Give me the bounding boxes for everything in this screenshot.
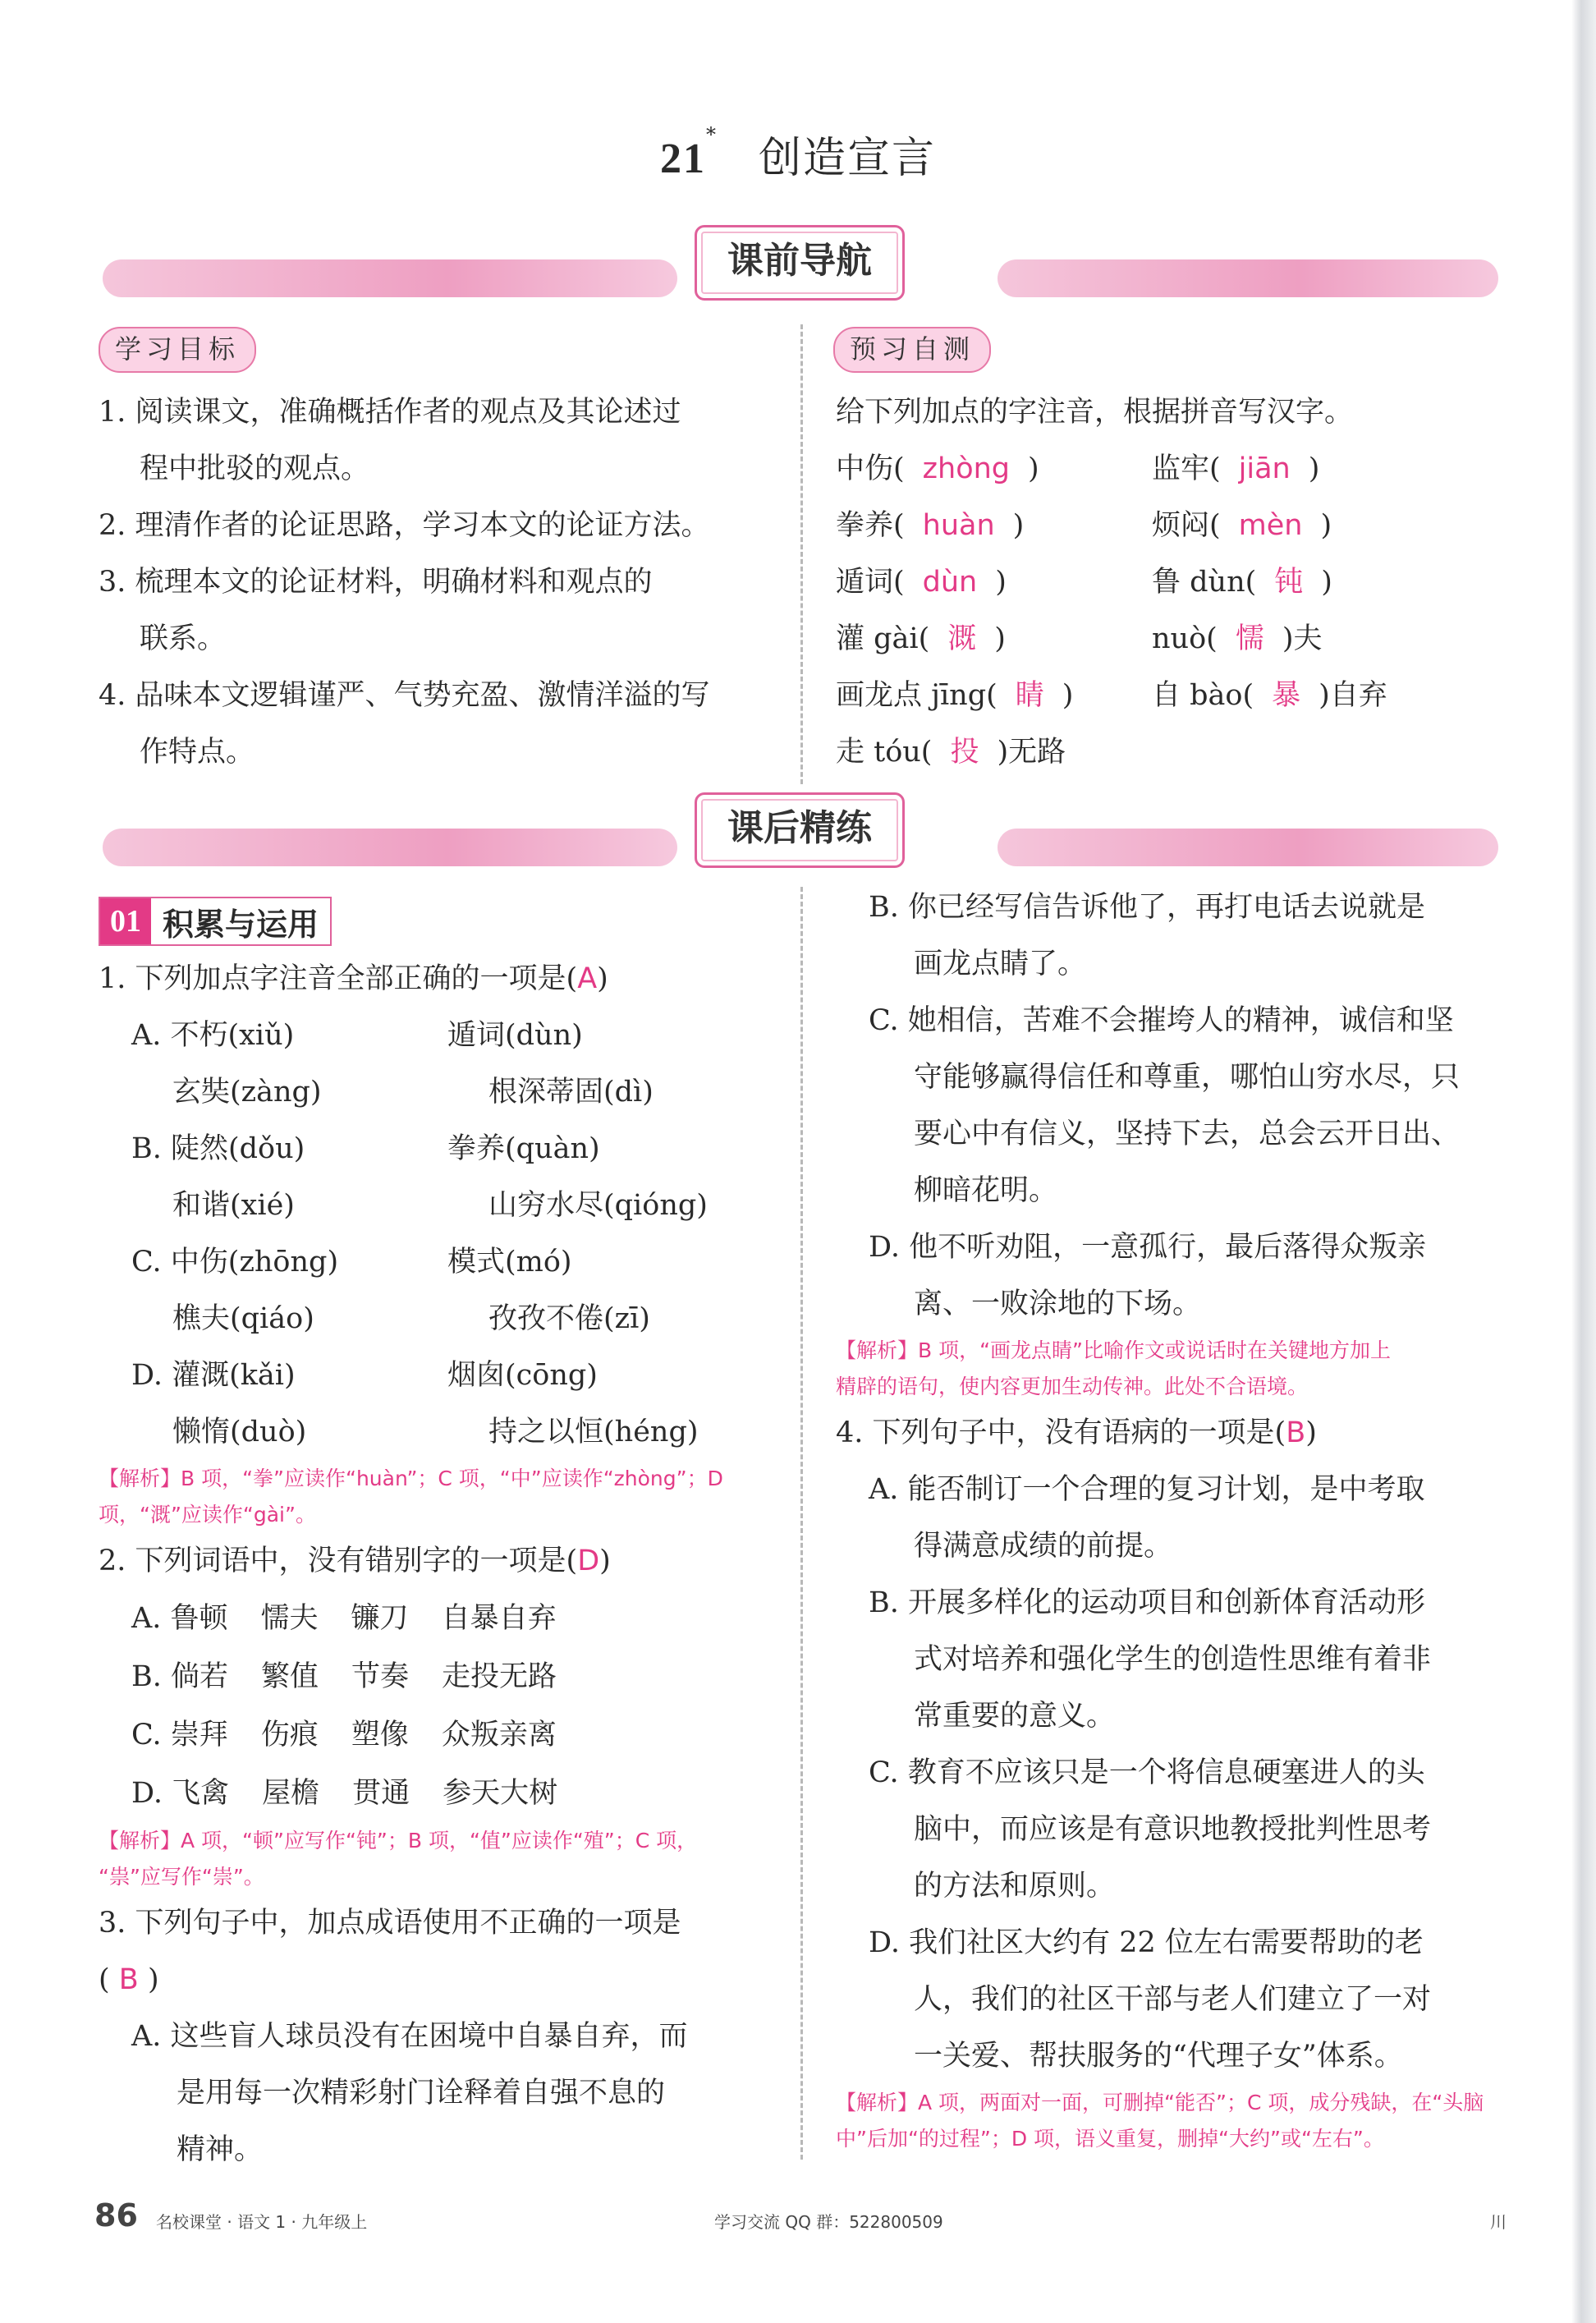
section-header-pre-class: 课前导航	[695, 225, 905, 301]
option-word: 伤痕	[260, 1719, 319, 1751]
question-3-option-d: 离、一败涂地的下场。	[914, 1288, 1202, 1320]
option-word: 贯通	[352, 1777, 410, 1810]
page-edge-shadow	[1571, 0, 1596, 2323]
question-1-note: 【解析】B 项，“拳”应读作“huàn”；C 项，“中”应读作“zhòng”；D 项，“溉”应读作“gài”。	[99, 1467, 723, 1526]
preview-answer: zhòng	[922, 452, 1011, 485]
question-4-note: 【解析】A 项，两面对一面，可删掉“能否”；C 项，成分残缺，在“头脑 中”后加“的过程”；D 项，语义重复，删掉“大约”或“左右”。	[836, 2091, 1484, 2151]
preview-answer: 暴	[1272, 679, 1301, 712]
question-3-option-b: 画龙点睛了。	[914, 948, 1087, 980]
option-item: 遁词(dùn)	[447, 1019, 583, 1052]
option-item: 懒惰(duò)	[172, 1416, 307, 1448]
preview-item: 画龙点 jīng( 睛 )	[836, 679, 1074, 712]
option-word: B. 倘若	[131, 1660, 228, 1693]
question-3-option-d: D. 他不听劝阻，一意孤行，最后落得众叛亲	[869, 1231, 1427, 1264]
preview-rows	[836, 441, 1509, 781]
option-row	[131, 1590, 780, 1648]
option-item: 和谐(xié)	[172, 1189, 295, 1222]
goal-line: 1. 阅读课文，准确概括作者的观点及其论述过	[99, 396, 681, 429]
option-word: 走投无路	[442, 1660, 557, 1693]
preview-answer: 投	[950, 736, 979, 769]
preview-item: 中伤( zhòng )	[836, 452, 1039, 485]
preview-item: 监牢( jiān )	[1152, 452, 1320, 485]
question-3-option-a: 是用每一次精彩射门诠释着自强不息的	[177, 2077, 666, 2110]
section-band-left	[103, 829, 677, 866]
preview-row	[836, 554, 1509, 611]
preview-answer: mèn	[1238, 509, 1303, 542]
question-4-line: 人，我们的社区干部与老人们建立了一对	[914, 1983, 1432, 2016]
question-3-option-c: C. 她相信，苦难不会摧垮人的精神，诚信和坚	[869, 1004, 1454, 1037]
question-4-line: 一关爱、帮扶服务的“代理子女”体系。	[914, 2040, 1403, 2073]
option-row	[131, 1706, 780, 1765]
option-item: 烟囱(cōng)	[447, 1359, 598, 1392]
question-4-line: B. 开展多样化的运动项目和创新体育活动形	[869, 1586, 1425, 1619]
option-row	[131, 1064, 780, 1121]
option-item: C. 中伤(zhōng)	[131, 1246, 339, 1279]
preview-item: 烦闷( mèn )	[1152, 509, 1332, 542]
preview-item: 自 bào( 暴 )自弃	[1152, 679, 1387, 712]
question-4-answer: B	[1286, 1416, 1306, 1449]
subsection-header	[99, 897, 332, 946]
left-column	[99, 951, 780, 2178]
subsection-title: 积累与运用	[163, 906, 319, 943]
lesson-mark: *	[705, 123, 718, 146]
goal-line: 4. 品味本文逻辑谨严、气势充盈、激情洋溢的写	[99, 679, 710, 712]
question-2-stem: 2. 下列词语中，没有错别字的一项是(D)	[99, 1545, 611, 1577]
option-item: 玄奘(zàng)	[172, 1076, 322, 1109]
lesson-title-text: 创造宣言	[758, 134, 936, 183]
option-word: 镰刀	[351, 1602, 409, 1635]
option-word: 众叛亲离	[441, 1719, 557, 1751]
preview-answer: dùn	[922, 566, 978, 599]
question-3-option-c: 要心中有信义，坚持下去，总会云开日出、	[914, 1118, 1461, 1150]
option-item: 孜孜不倦(zī)	[488, 1302, 650, 1335]
option-item: 模式(mó)	[447, 1246, 572, 1279]
option-word: 屋檐	[262, 1777, 320, 1810]
question-2-options	[99, 1590, 780, 1823]
right-column	[836, 879, 1517, 2157]
question-3-answer: B	[118, 1963, 139, 1996]
preview-answer: 钝	[1274, 566, 1304, 599]
column-divider-bottom	[800, 887, 803, 2160]
goal-line: 作特点。	[140, 736, 255, 769]
option-word: A. 鲁顿	[131, 1602, 228, 1635]
preview-answer: huàn	[922, 509, 995, 542]
question-3-stem: 3. 下列句子中，加点成语使用不正确的一项是	[99, 1907, 681, 1940]
option-word: 节奏	[351, 1660, 410, 1693]
option-item: 根深蒂固(dì)	[488, 1076, 654, 1109]
preview-row	[836, 498, 1509, 554]
preview-row	[836, 724, 1509, 781]
option-row	[131, 1121, 780, 1178]
question-4-line: 常重要的意义。	[914, 1700, 1116, 1733]
region-mark: 川	[1490, 2212, 1507, 2232]
option-word: C. 崇拜	[131, 1719, 228, 1751]
preview-answer: 懦	[1235, 622, 1264, 655]
lesson-number: 21	[659, 135, 706, 182]
question-3-answer-line: ( B )	[99, 1963, 159, 1996]
question-4-stem: 4. 下列句子中，没有语病的一项是(B)	[836, 1416, 1317, 1449]
question-4-line: 得满意成绩的前提。	[914, 1530, 1173, 1563]
option-row	[131, 1291, 780, 1347]
question-4-line: 的方法和原则。	[914, 1870, 1116, 1903]
column-divider-top	[800, 324, 803, 784]
preview-exercise	[836, 384, 1509, 781]
goals-tag: 学习目标	[99, 327, 256, 373]
question-2-note: 【解析】A 项，“顿”应写作“钝”；B 项，“值”应读作“殖”；C 项， “祟”应写作“崇”。	[99, 1829, 698, 1889]
question-3-option-a: A. 这些盲人球员没有在困境中自暴自弃，而	[131, 2020, 688, 2053]
question-1-stem: 1. 下列加点字注音全部正确的一项是(A)	[99, 962, 608, 995]
option-item: 樵夫(qiáo)	[172, 1302, 314, 1335]
option-word: 懦夫	[260, 1602, 319, 1635]
question-1-options	[99, 1008, 780, 1461]
goal-line: 联系。	[140, 622, 227, 655]
option-item: B. 陡然(dǒu)	[131, 1132, 305, 1165]
question-1-answer: A	[577, 962, 598, 995]
section-band-right	[998, 829, 1498, 866]
preview-instruction: 给下列加点的字注音，根据拼音写汉字。	[836, 396, 1354, 429]
question-3-note: 【解析】B 项，“画龙点睛”比喻作文或说话时在关键地方加上 精辟的语句，使内容更加生动传神。此处不合语境。	[836, 1338, 1392, 1398]
qq-group: 学习交流 QQ 群：522800509	[714, 2212, 943, 2232]
question-4-line: C. 教育不应该只是一个将信息硬塞进人的头	[869, 1756, 1425, 1789]
option-row	[131, 1178, 780, 1234]
option-item: A. 不朽(xiǔ)	[131, 1019, 295, 1052]
option-row	[131, 1404, 780, 1461]
option-row	[131, 1347, 780, 1404]
option-row	[131, 1234, 780, 1291]
preview-item: 灌 gài( 溉 )	[836, 622, 1006, 655]
preview-answer: jiān	[1238, 452, 1291, 485]
question-3-option-c: 柳暗花明。	[914, 1174, 1058, 1207]
preview-item: 遁词( dùn )	[836, 566, 1007, 599]
option-row	[131, 1008, 780, 1064]
lesson-title	[0, 123, 1596, 185]
preview-row	[836, 611, 1509, 668]
question-2-answer: D	[577, 1545, 600, 1577]
goal-line: 3. 梳理本文的论证材料，明确材料和观点的	[99, 566, 653, 599]
preview-tag: 预习自测	[833, 327, 991, 373]
goals-list	[99, 384, 772, 781]
option-item: 持之以恒(héng)	[488, 1416, 699, 1448]
question-3-option-c: 守能够赢得信任和尊重，哪怕山穷水尽，只	[914, 1061, 1461, 1094]
question-4-line: 式对培养和强化学生的创造性思维有着非	[914, 1643, 1432, 1676]
book-title: 名校课堂 · 语文 1 · 九年级上	[156, 2212, 368, 2232]
section-header-after-class: 课后精练	[695, 792, 905, 868]
page-number: 86	[94, 2197, 138, 2233]
option-item: D. 灌溉(kǎi)	[131, 1359, 296, 1392]
option-word: 参天大树	[443, 1777, 558, 1810]
option-item: 拳养(quàn)	[447, 1132, 600, 1165]
preview-item: 拳养( huàn )	[836, 509, 1025, 542]
section-band-left	[103, 259, 677, 297]
question-3-option-b: B. 你已经写信告诉他了，再打电话去说就是	[869, 891, 1425, 924]
option-item: 山穷水尽(qióng)	[488, 1189, 708, 1222]
preview-answer: 溉	[947, 622, 977, 655]
preview-row	[836, 441, 1509, 498]
question-4-line: 脑中，而应该是有意识地教授批判性思考	[914, 1813, 1432, 1846]
option-word: 繁值	[260, 1660, 319, 1693]
preview-item: 走 tóu( 投 )无路	[836, 736, 1066, 769]
option-row	[131, 1648, 780, 1706]
section-band-right	[998, 259, 1498, 297]
question-4-line: A. 能否制订一个合理的复习计划，是中考取	[869, 1473, 1425, 1506]
goal-line: 2. 理清作者的论证思路，学习本文的论证方法。	[99, 509, 710, 542]
option-word: 自暴自弃	[441, 1602, 557, 1635]
option-word: 塑像	[351, 1719, 409, 1751]
subsection-number: 01	[100, 898, 151, 944]
preview-item: nuò( 懦 )夫	[1152, 622, 1323, 655]
goal-line: 程中批驳的观点。	[140, 452, 370, 485]
preview-item: 鲁 dùn( 钝 )	[1152, 566, 1332, 599]
option-word: D. 飞禽	[131, 1777, 230, 1810]
question-4-line: D. 我们社区大约有 22 位左右需要帮助的老	[869, 1926, 1424, 1959]
question-3-option-a: 精神。	[177, 2133, 264, 2166]
preview-answer: 睛	[1015, 679, 1044, 712]
preview-row	[836, 668, 1509, 724]
option-row	[131, 1765, 780, 1823]
